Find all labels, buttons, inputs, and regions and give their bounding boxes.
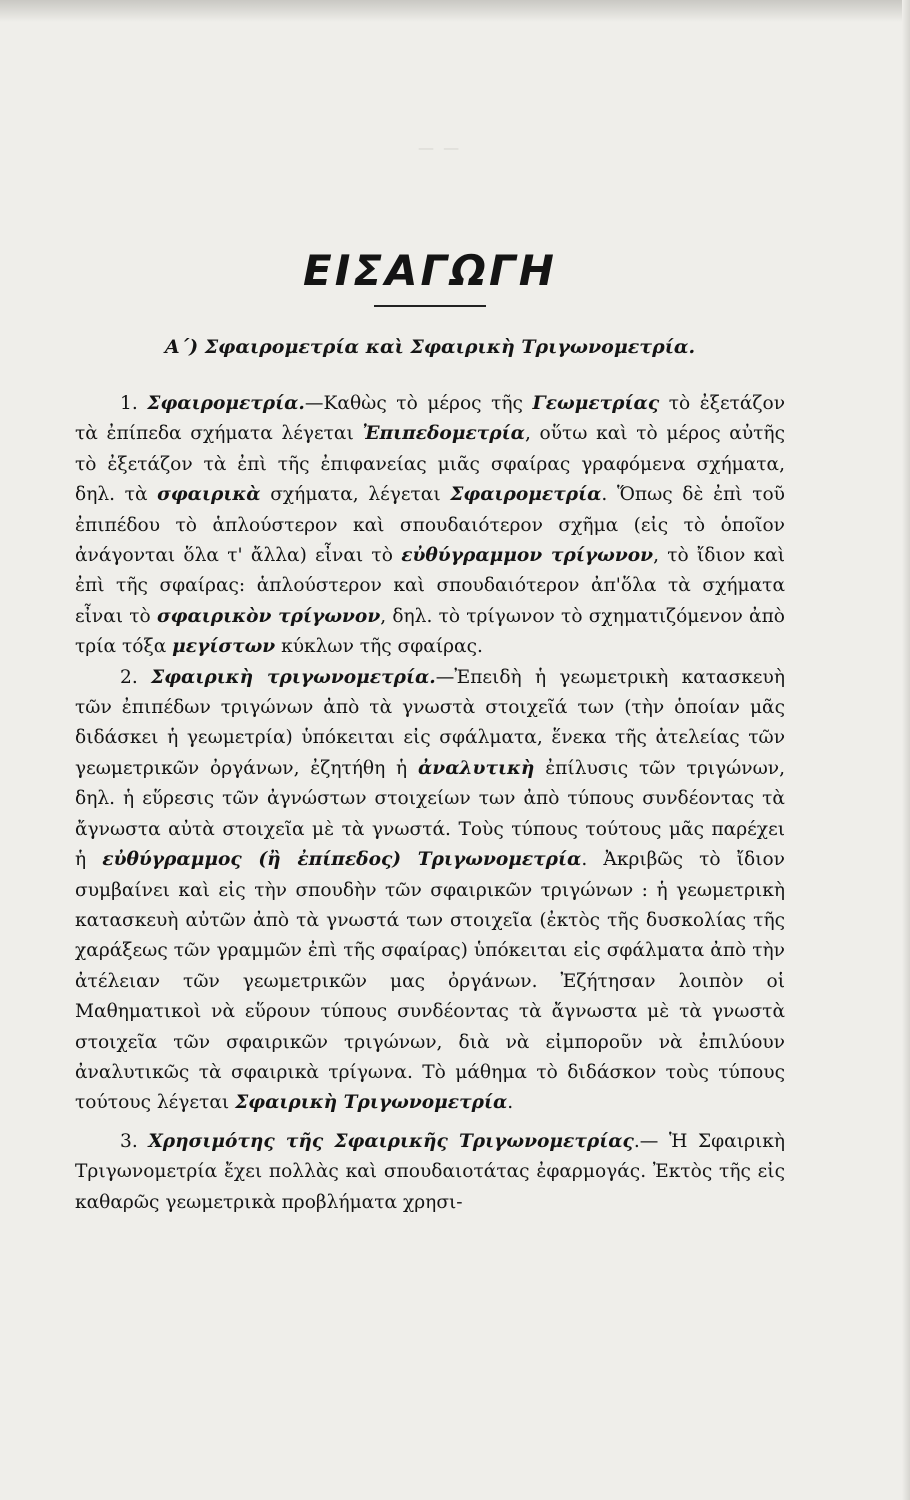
paragraph-text: . Ἀκριβῶς τὸ ἴδιον συμβαίνει καὶ εἰς τὴν σπουδὴν τῶν σφαιρικῶν τριγώνων : ἡ γεωμετρικὴ κατασκευὴ αὐτῶν ἀπὸ τὰ γνωστά των στοιχεῖα (ἐκτὸς τῆς δυσκολίας τῆς χαράξεως τῶν γραμμῶν ἐπὶ τῆς σφαίρας) ὑπόκειται εἰς σφάλματα ἀπὸ τὴν ἀτέλειαν τῶν γεωμετρικῶν μας ὀργάνων. Ἐζήτησαν λοιπὸν οἱ Μαθηματικοὶ νὰ εὕρουν τύπους συνδέοντας τὰ ἄγνωστα μὲ τὰ γνωστὰ στοιχεῖα τῶν σφαιρικῶν τριγώνων, διὰ νὰ εἰμποροῦν νὰ ἐπιλύουν ἀναλυτικῶς τὰ σφαιρικὰ τρίγωνα. Τὸ μάθημα τὸ διδάσκον τοὺς τύπους τούτους λέγεται: [75, 849, 785, 1114]
paragraph-text: .— Ἡ Σφαιρικὴ Τριγωνομετρία ἔχει πολλὰς καὶ σπουδαιοτάτας ἐφαρμογάς. Ἐκτὸς τῆς εἰς καθαρῶς γεωμετρικὰ προβλήματα χρησι-: [75, 1130, 785, 1213]
emphasized-term: Σφαιρικὴ Τριγωνομετρία: [235, 1092, 508, 1114]
paragraph-text: 1.: [120, 393, 148, 414]
book-page: [75, 245, 785, 1218]
paragraph-text: .: [507, 1092, 514, 1114]
paragraph-text: , τὸ ἴδιον καὶ ἐπὶ τῆς σφαίρας: ἁπλούστερον καὶ σπουδαιότερον ἀπ'ὅλα τὰ σχήματα εἶναι τὸ: [75, 545, 785, 627]
paragraph-sphaerometry: [75, 389, 785, 663]
title-underline: [374, 305, 486, 307]
page-spine-shadow: [902, 0, 910, 1500]
emphasized-term: Ἐπιπεδομετρία: [362, 423, 525, 445]
bleed-through-page-number: — —: [418, 138, 462, 157]
paragraph-text: . Ὅπως δὲ ἐπὶ τοῦ ἐπιπέδου τὸ ἁπλούστερον καὶ σπουδαιότερον σχῆμα (εἰς τὸ ὁποῖον ἀνάγονται ὅλα τ' ἄλλα) εἶναι τὸ: [75, 484, 785, 567]
paragraph-text: ἐπίλυσις τῶν τριγώνων, δηλ. ἡ εὕρεσις τῶν ἀγνώστων στοιχείων των ἀπὸ τύπους συνδέοντας τὰ ἄγνωστα αὐτὰ στοιχεῖα μὲ τὰ γνωστά. Τοὺς τύπους τούτους μᾶς παρέχει ἡ: [75, 757, 785, 871]
emphasized-term: Σφαιρικὴ τριγωνομετρία.: [151, 666, 436, 688]
emphasized-term: σφαιρικὰ: [157, 484, 261, 506]
paragraph-text: , δηλ. τὸ τρίγωνον τὸ σχηματιζόμενον ἀπὸ τρία τόξα: [75, 605, 785, 658]
paragraph-text: 2.: [120, 666, 152, 688]
page-top-edge: [0, 0, 910, 22]
paragraph-text: , οὕτω καὶ τὸ μέρος αὐτῆς τὸ ἐξετάζον τὰ ἐπὶ τῆς ἐπιφανείας μιᾶς σφαίρας γραφόμενα σχήματα, δηλ. τὰ: [75, 423, 785, 506]
emphasized-term: εὐθύγραμμον τρίγωνον: [401, 545, 654, 567]
paragraph-usefulness: [75, 1127, 785, 1218]
paragraph-text: 3.: [120, 1130, 149, 1152]
paragraph-spherical-trigonometry: [75, 663, 785, 1119]
paragraph-text: τὸ ἐξετάζον τὰ ἐπίπεδα σχήματα λέγεται: [75, 393, 785, 445]
emphasized-term: Σφαιρομετρία.: [147, 393, 305, 414]
section-heading: Α΄) Σφαιρομετρία καὶ Σφαιρικὴ Τριγωνομετρία.: [164, 336, 696, 358]
page-title: ΕΙΣΑΓΩΓΗ: [303, 246, 557, 295]
emphasized-term: εὐθύγραμμος (ἢ ἐπίπεδος) Τριγωνομετρία: [102, 849, 582, 871]
paragraph-text: κύκλων τῆς σφαίρας.: [275, 636, 483, 658]
emphasized-term: ἀναλυτικὴ: [417, 757, 535, 779]
paragraph-text: —Ἐπειδὴ ἡ γεωμετρικὴ κατασκευὴ τῶν ἐπιπέδων τριγώνων ἀπὸ τὰ γνωστὰ στοιχεῖά των (τὴν ὁποίαν μᾶς διδάσκει ἡ γεωμετρία) ὑπόκειται εἰς σφάλματα, ἕνεκα τῆς ἀτελείας τῶν γεωμετρικῶν ὀργάνων, ἐζητήθη ἡ: [75, 666, 786, 779]
emphasized-term: σφαιρικὸν τρίγωνον: [156, 605, 381, 627]
paragraph-text: —Καθὼς τὸ μέρος τῆς: [304, 393, 533, 414]
emphasized-term: Γεωμετρίας: [532, 393, 660, 414]
emphasized-term: μεγίστων: [172, 636, 276, 658]
emphasized-term: Χρησιμότης τῆς Σφαιρικῆς Τριγωνομετρίας: [148, 1130, 634, 1152]
paragraph-text: σχήματα, λέγεται: [260, 484, 451, 506]
emphasized-term: Σφαιρομετρία: [450, 484, 602, 506]
